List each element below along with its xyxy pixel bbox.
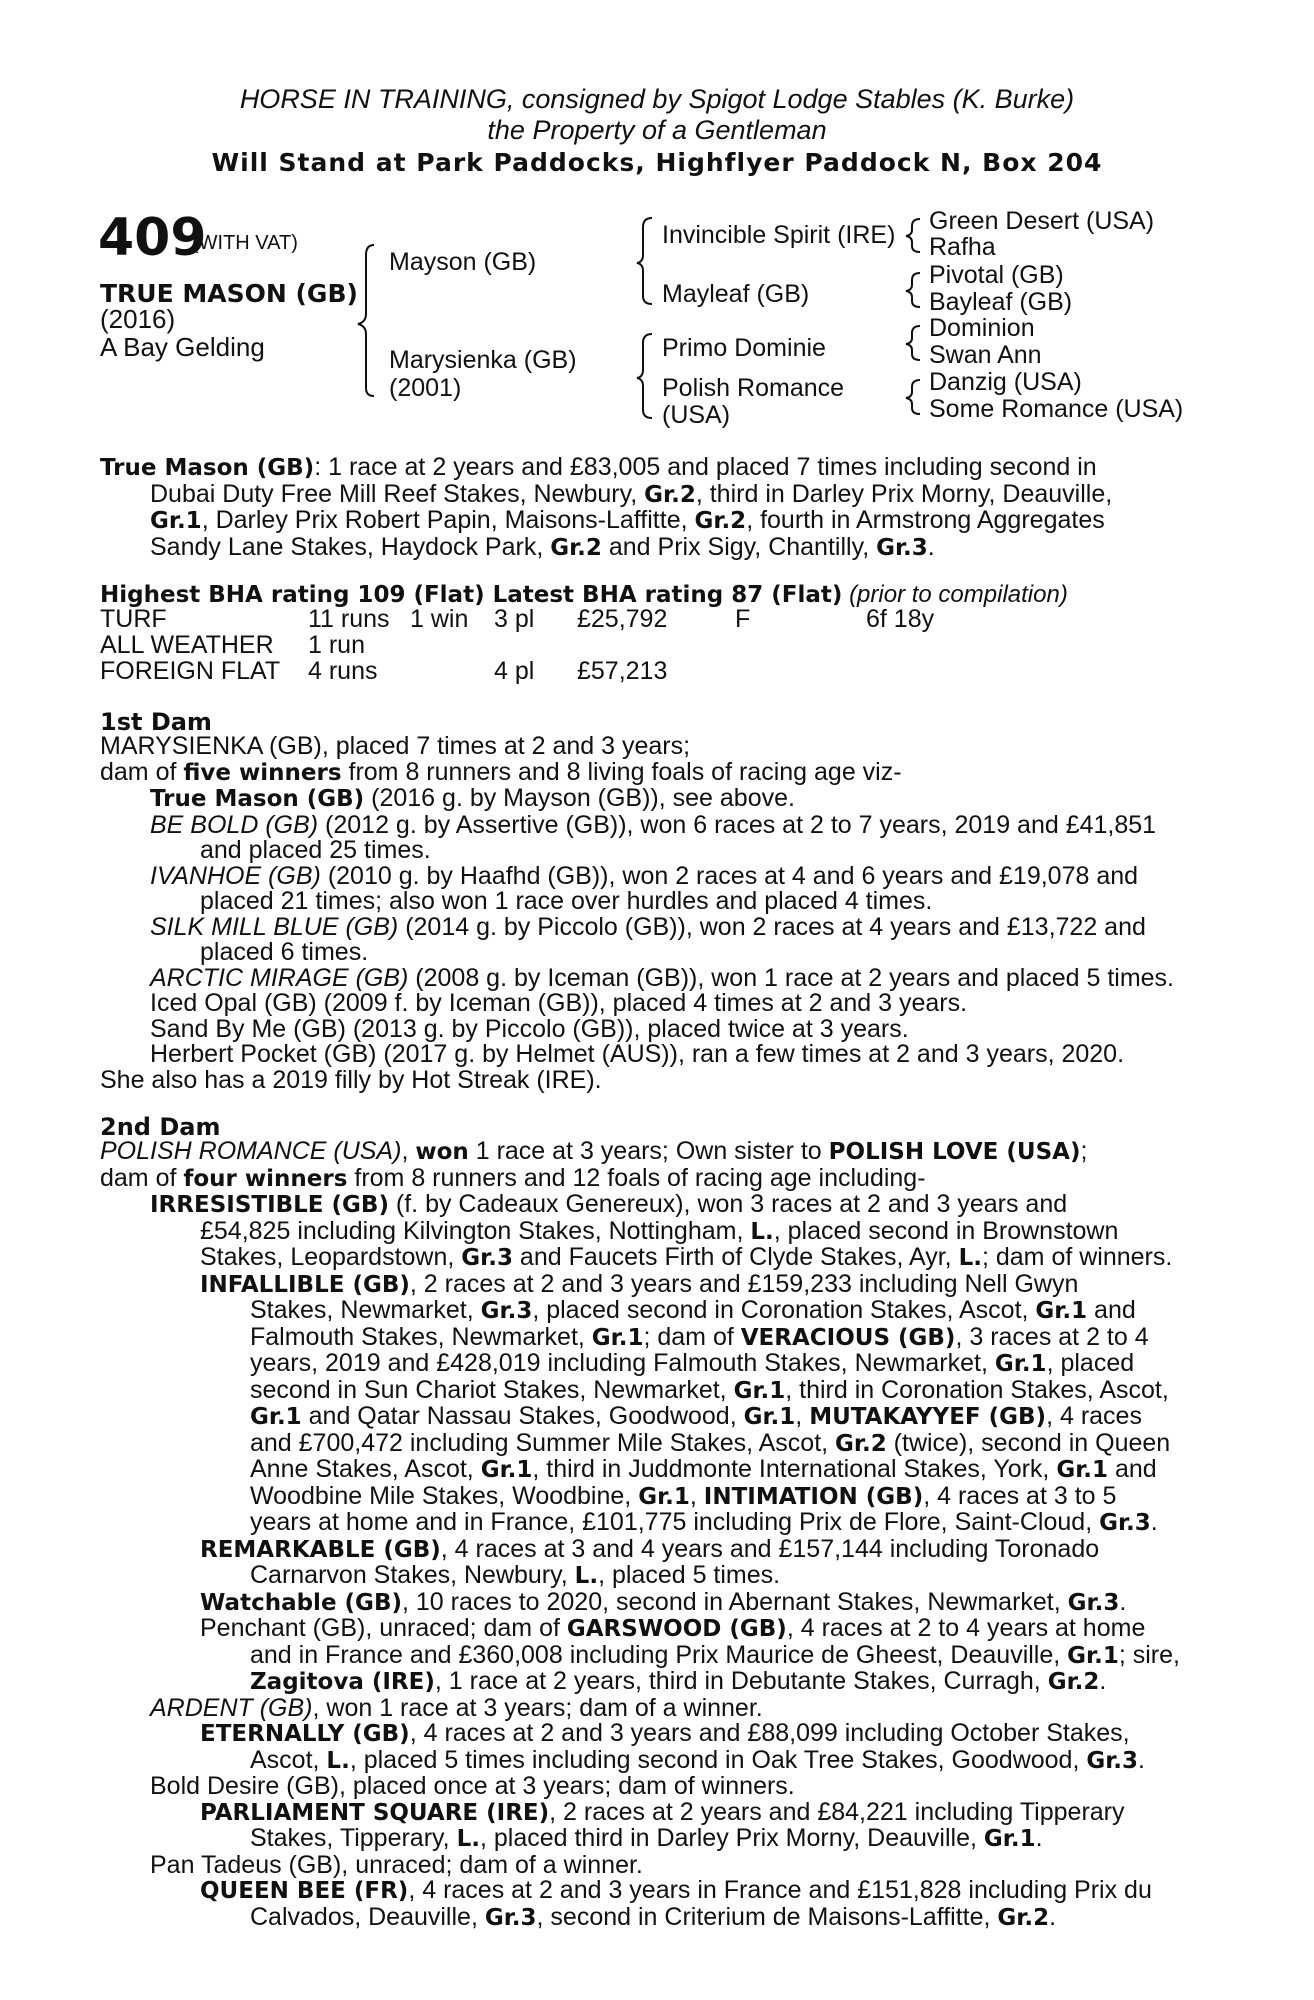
ratings-cat: ALL WEATHER: [100, 631, 274, 659]
progeny-text: ,: [795, 1402, 810, 1430]
progeny-text: , placed 5 times including second in Oak Tree Stakes, Goodwood,: [349, 1745, 1087, 1774]
bracket-sire: [637, 218, 652, 304]
summary-horse-name: True Mason (GB): [100, 455, 315, 481]
progeny-name: BE BOLD (GB): [150, 810, 319, 839]
progeny-text: placed 6 times.: [200, 938, 369, 966]
second-dam-name: POLISH ROMANCE (USA): [100, 1137, 402, 1165]
progeny-text: ; dam of winners.: [981, 1243, 1173, 1271]
progeny-text: and £700,472 including Summer Mile Stakes, Ascot,: [250, 1428, 836, 1457]
progeny-name: Watchable (GB): [200, 1589, 402, 1616]
progeny-text: and Faucets Firth of Clyde Stakes, Ayr,: [512, 1243, 959, 1271]
ratings-distance: 6f 18y: [866, 605, 935, 633]
progeny-text: .: [1150, 1508, 1158, 1536]
progeny-text: , placed second in Coronation Stakes, Ascot,: [532, 1296, 1036, 1324]
ratings-placed: 3 pl: [494, 605, 535, 633]
grade-mark: Gr.2: [997, 1904, 1050, 1931]
sdd-name: Bayleaf (GB): [929, 288, 1073, 316]
grade-mark: Gr.1: [591, 1324, 644, 1351]
progeny-text: , second in Criterium de Maisons-Laffitte,: [536, 1902, 998, 1931]
ratings-cat: TURF: [100, 605, 167, 633]
progeny-name: IRRESISTIBLE (GB): [150, 1192, 389, 1218]
sire-sire-name: Invincible Spirit (IRE): [662, 221, 896, 249]
ddd-name: Some Romance (USA): [929, 395, 1184, 423]
ratings-runs: 1 run: [308, 631, 365, 659]
progeny-text: ,: [689, 1481, 704, 1510]
progeny-text: Ascot,: [250, 1745, 327, 1774]
progeny-text: , placed third in Darley Prix Morny, Deauville,: [479, 1824, 984, 1852]
horse-description: A Bay Gelding: [100, 332, 265, 362]
ratings-runs: 11 runs: [308, 605, 390, 633]
horse-name: TRUE MASON (GB): [100, 279, 358, 308]
summary-text-6: Sandy Lane Stakes, Haydock Park,: [150, 532, 551, 561]
property-line: the Property of a Gentleman: [487, 115, 827, 145]
grade-mark: Gr.2: [1047, 1669, 1100, 1695]
progeny-text: (2010 g. by Haafhd (GB)), won 2 races at 4 and 6 years and £19,078 and: [320, 861, 1139, 890]
first-dam-section: [100, 734, 1205, 1093]
progeny-text: (twice), second in Queen: [886, 1428, 1171, 1457]
second-dam-heading: 2nd Dam: [100, 1113, 221, 1141]
progeny-text: ; sire,: [1118, 1640, 1180, 1669]
progeny-text: .: [1099, 1667, 1107, 1695]
progeny-text: Stakes, Newmarket,: [250, 1296, 481, 1324]
ratings-runs: 4 runs: [308, 657, 378, 685]
ratings-prize-money: £25,792: [577, 605, 668, 633]
progeny-entry: Iced Opal (GB) (2009 f. by Iceman (GB)), placed 4 times at 2 and 3 years.: [150, 989, 968, 1017]
progeny-name: PARLIAMENT SQUARE (IRE): [200, 1799, 550, 1826]
ratings-headline: Highest BHA rating 109 (Flat) Latest BHA rating 87 (Flat): [100, 582, 843, 608]
progeny-text: and: [1087, 1296, 1136, 1324]
progeny-text: and placed 25 times.: [200, 836, 431, 864]
progeny-text: , 4 races at 2 to 4 years at home: [786, 1614, 1146, 1642]
second-dam-section: [100, 1139, 1205, 1931]
ratings-cat: FOREIGN FLAT: [100, 657, 281, 685]
progeny-text: Penchant (GB), unraced; dam of: [200, 1614, 567, 1642]
dam-sire-name: Primo Dominie: [662, 334, 826, 362]
progeny-text: and Qatar Nassau Stakes, Goodwood,: [301, 1402, 744, 1430]
sire-dam-name: Mayleaf (GB): [662, 280, 810, 308]
progeny-text: .: [1035, 1824, 1043, 1852]
summary-text-5: , fourth in Armstrong Aggregates: [746, 506, 1105, 534]
grade-mark: Gr.1: [250, 1404, 302, 1430]
dam2-won: won: [415, 1139, 469, 1165]
summary-grade: Gr.2: [694, 508, 747, 534]
progeny-text: .: [1119, 1587, 1127, 1616]
foaling-year: (2016): [100, 304, 176, 334]
progeny-text: (f. by Cadeaux Genereux), won 3 races at 2 and 3 years and: [388, 1190, 1068, 1218]
progeny-text: Anne Stakes, Ascot,: [250, 1455, 481, 1483]
location-line: Will Stand at Park Paddocks, Highflyer Paddock N, Box 204: [211, 148, 1103, 177]
summary-grade: Gr.2: [550, 534, 602, 561]
ratings-wins: 1 win: [410, 605, 469, 633]
ratings-prize-money: £57,213: [577, 657, 668, 685]
progeny-entry: Bold Desire (GB), placed once at 3 years; dam of winners.: [150, 1772, 795, 1800]
progeny-name: SILK MILL BLUE (GB): [150, 912, 399, 941]
grade-mark: Gr.1: [1067, 1642, 1119, 1669]
progeny-entry: Herbert Pocket (GB) (2017 g. by Helmet (AUS)), ran a few times at 2 and 3 years, 2020.: [150, 1040, 1125, 1068]
progeny-text: years at home and in France, £101,775 including Prix de Flore, Saint-Cloud,: [250, 1508, 1100, 1536]
grade-mark: Gr.1: [638, 1483, 690, 1510]
grade-mark: Gr.3: [480, 1298, 533, 1324]
sister-name: POLISH LOVE (USA): [828, 1139, 1081, 1165]
summary-text-3: , third in Darley Prix Morny, Deauville,: [695, 479, 1113, 508]
bracket-ds: [906, 326, 920, 360]
sds-name: Pivotal (GB): [929, 261, 1064, 289]
progeny-text: .: [1049, 1902, 1057, 1931]
summary-grade: Gr.1: [150, 508, 202, 534]
summary-grade: Gr.2: [644, 481, 696, 508]
progeny-text: , 4 races at 3 and 4 years and £157,144 including Toronado: [440, 1534, 1100, 1563]
vat-note: (WITH VAT): [192, 232, 298, 254]
dam2-text: dam of: [100, 1163, 184, 1192]
summary-grade: Gr.3: [876, 534, 928, 561]
dam2-text: from 8 runners and 12 foals of racing age including-: [347, 1163, 926, 1192]
ssd-name: Rafha: [929, 233, 996, 261]
dam-line: MARYSIENKA (GB), placed 7 times at 2 and 3 years;: [100, 732, 691, 760]
progeny-name: ARDENT (GB): [150, 1693, 313, 1722]
progeny-name: QUEEN BEE (FR): [200, 1878, 409, 1904]
progeny-text: , 10 races to 2020, second in Abernant Stakes, Newmarket,: [401, 1587, 1068, 1616]
progeny-text: , 4 races: [1046, 1402, 1142, 1430]
progeny-text: , 1 race at 2 years, third in Debutante Stakes, Curragh,: [434, 1667, 1048, 1695]
dam-produce-text: from 8 runners and 8 living foals of racing age viz-: [341, 757, 902, 786]
dam2-text: ;: [1080, 1137, 1088, 1165]
grade-mark: Gr.3: [461, 1245, 513, 1271]
progeny-text: , won 1 race at 3 years; dam of a winner.: [312, 1693, 763, 1722]
progeny-text: , placed second in Brownstown: [773, 1216, 1119, 1245]
bracket-sd: [906, 273, 920, 307]
dss-name: Dominion: [929, 314, 1035, 342]
progeny-text: and in France and £360,008 including Prix Maurice de Gheest, Deauville,: [250, 1640, 1068, 1669]
progeny-text: , 2 races at 2 years and £84,221 including Tipperary: [549, 1797, 1125, 1826]
progeny-text: Calvados, Deauville,: [250, 1902, 485, 1931]
dds-name: Danzig (USA): [929, 368, 1082, 396]
bracket-gen1: [358, 245, 374, 396]
grade-mark: Gr.3: [484, 1904, 537, 1931]
progeny-text: ; dam of: [643, 1322, 741, 1351]
grade-mark: Gr.2: [835, 1430, 887, 1457]
grade-mark: Gr.1: [733, 1377, 786, 1404]
progeny-text: placed 21 times; also won 1 race over hurdles and placed 4 times.: [200, 887, 933, 915]
grade-mark: Gr.1: [1035, 1298, 1088, 1324]
listed-mark: L.: [326, 1747, 350, 1774]
summary-text-2: Dubai Duty Free Mill Reef Stakes, Newbury,: [150, 479, 645, 508]
summary-text-8: .: [927, 532, 935, 561]
listed-mark: L.: [574, 1563, 599, 1589]
dam2-text: 1 race at 3 years; Own sister to: [468, 1137, 829, 1165]
ratings-note: (prior to compilation): [849, 581, 1068, 608]
listed-mark: L.: [958, 1245, 982, 1271]
consignor-line: HORSE IN TRAINING, consigned by Spigot Lodge Stables (K. Burke): [239, 84, 1075, 114]
progeny-text: , 2 races at 2 and 3 years and £159,233 including Nell Gwyn: [409, 1269, 1079, 1298]
first-dam-heading: 1st Dam: [100, 708, 212, 736]
progeny-text: , 4 races at 2 and 3 years in France and £151,828 including Prix du: [408, 1876, 1152, 1904]
dam-produce-text: dam of: [100, 757, 184, 786]
progeny-name: GARSWOOD (GB): [566, 1616, 787, 1642]
progeny-text: , 4 races at 3 to 5: [923, 1481, 1117, 1510]
dam-foaling-year: (2001): [389, 374, 462, 402]
progeny-name: Zagitova (IRE): [250, 1669, 435, 1695]
summary-text-1: : 1 race at 2 years and £83,005 and placed 7 times including second in: [314, 453, 1097, 481]
progeny-text: , 3 races at 2 to 4: [955, 1322, 1149, 1351]
progeny-text: , third in Coronation Stakes, Ascot,: [785, 1375, 1169, 1404]
progeny-entry: Sand By Me (GB) (2013 g. by Piccolo (GB)), placed twice at 3 years.: [150, 1014, 909, 1043]
dam-dam-name: Polish Romance: [662, 374, 845, 402]
progeny-entry: Pan Tadeus (GB), unraced; dam of a winner.: [150, 1850, 643, 1879]
progeny-name: ETERNALLY (GB): [200, 1721, 410, 1747]
dsd-name: Swan Ann: [929, 341, 1042, 369]
progeny-text: (2012 g. by Assertive (GB)), won 6 races at 2 to 7 years, 2019 and £41,851: [318, 810, 1157, 839]
progeny-text: and: [1108, 1455, 1157, 1483]
summary-text-7: and Prix Sigy, Chantilly,: [601, 532, 877, 561]
dam-name: Marysienka (GB): [389, 346, 577, 374]
grade-mark: Gr.1: [480, 1457, 533, 1483]
grade-mark: Gr.3: [1099, 1510, 1151, 1536]
progeny-text: years, 2019 and £428,019 including Falmouth Stakes, Newmarket,: [250, 1349, 995, 1377]
dam-dam-country: (USA): [662, 401, 731, 429]
progeny-name: REMARKABLE (GB): [200, 1536, 441, 1563]
winners-count: five winners: [183, 759, 342, 786]
race-summary: [100, 455, 1205, 561]
progeny-name: IVANHOE (GB): [150, 861, 321, 890]
progeny-text: (2016 g. by Mayson (GB)), see above.: [364, 784, 795, 812]
grade-mark: Gr.1: [983, 1826, 1036, 1852]
progeny-text: , placed 5 times.: [598, 1561, 781, 1589]
progeny-text: .: [1138, 1745, 1145, 1774]
progeny-text: second in Sun Chariot Stakes, Newmarket,: [250, 1375, 734, 1404]
progeny-name: INTIMATION (GB): [703, 1483, 924, 1510]
progeny-text: Stakes, Leopardstown,: [200, 1243, 462, 1271]
progeny-text: (2014 g. by Piccolo (GB)), won 2 races at 4 years and £13,722 and: [398, 912, 1146, 941]
bracket-dam: [637, 334, 652, 418]
progeny-name: ARCTIC MIRAGE (GB): [150, 963, 409, 992]
progeny-text: , third in Juddmonte International Stakes, York,: [532, 1455, 1057, 1483]
progeny-entry: She also has a 2019 filly by Hot Streak (IRE).: [100, 1065, 602, 1094]
progeny-text: Carnarvon Stakes, Newbury,: [250, 1561, 575, 1589]
ratings-going: F: [735, 605, 751, 633]
progeny-name: True Mason (GB): [150, 786, 365, 812]
progeny-name: INFALLIBLE (GB): [200, 1271, 410, 1298]
progeny-text: Falmouth Stakes, Newmarket,: [250, 1322, 592, 1351]
winners-count: four winners: [183, 1165, 348, 1192]
grade-mark: Gr.1: [1056, 1457, 1109, 1483]
progeny-name: MUTAKAYYEF (GB): [809, 1404, 1047, 1430]
grade-mark: Gr.3: [1086, 1747, 1139, 1774]
ratings-placed: 4 pl: [494, 657, 535, 685]
grade-mark: Gr.3: [1067, 1589, 1120, 1616]
listed-mark: L.: [750, 1218, 774, 1245]
dam2-text: ,: [401, 1137, 416, 1165]
summary-text-4: , Darley Prix Robert Papin, Maisons-Laffitte,: [201, 506, 695, 534]
progeny-text: £54,825 including Kilvington Stakes, Nottingham,: [200, 1216, 751, 1245]
listed-mark: L.: [456, 1826, 480, 1852]
bracket-dd: [906, 380, 920, 414]
progeny-name: VERACIOUS (GB): [740, 1324, 956, 1351]
sss-name: Green Desert (USA): [929, 207, 1155, 235]
bracket-ss: [906, 219, 920, 252]
progeny-text: (2008 g. by Iceman (GB)), won 1 race at 2 years and placed 5 times.: [408, 963, 1174, 992]
progeny-text: , placed: [1046, 1349, 1135, 1377]
progeny-text: , 4 races at 2 and 3 years and £88,099 including October Stakes,: [409, 1719, 1130, 1747]
progeny-text: Stakes, Tipperary,: [250, 1824, 457, 1852]
progeny-text: Woodbine Mile Stakes, Woodbine,: [250, 1481, 639, 1510]
grade-mark: Gr.1: [994, 1351, 1047, 1377]
sire-name: Mayson (GB): [389, 248, 537, 276]
grade-mark: Gr.1: [743, 1404, 796, 1430]
lot-number: 409: [98, 208, 207, 268]
